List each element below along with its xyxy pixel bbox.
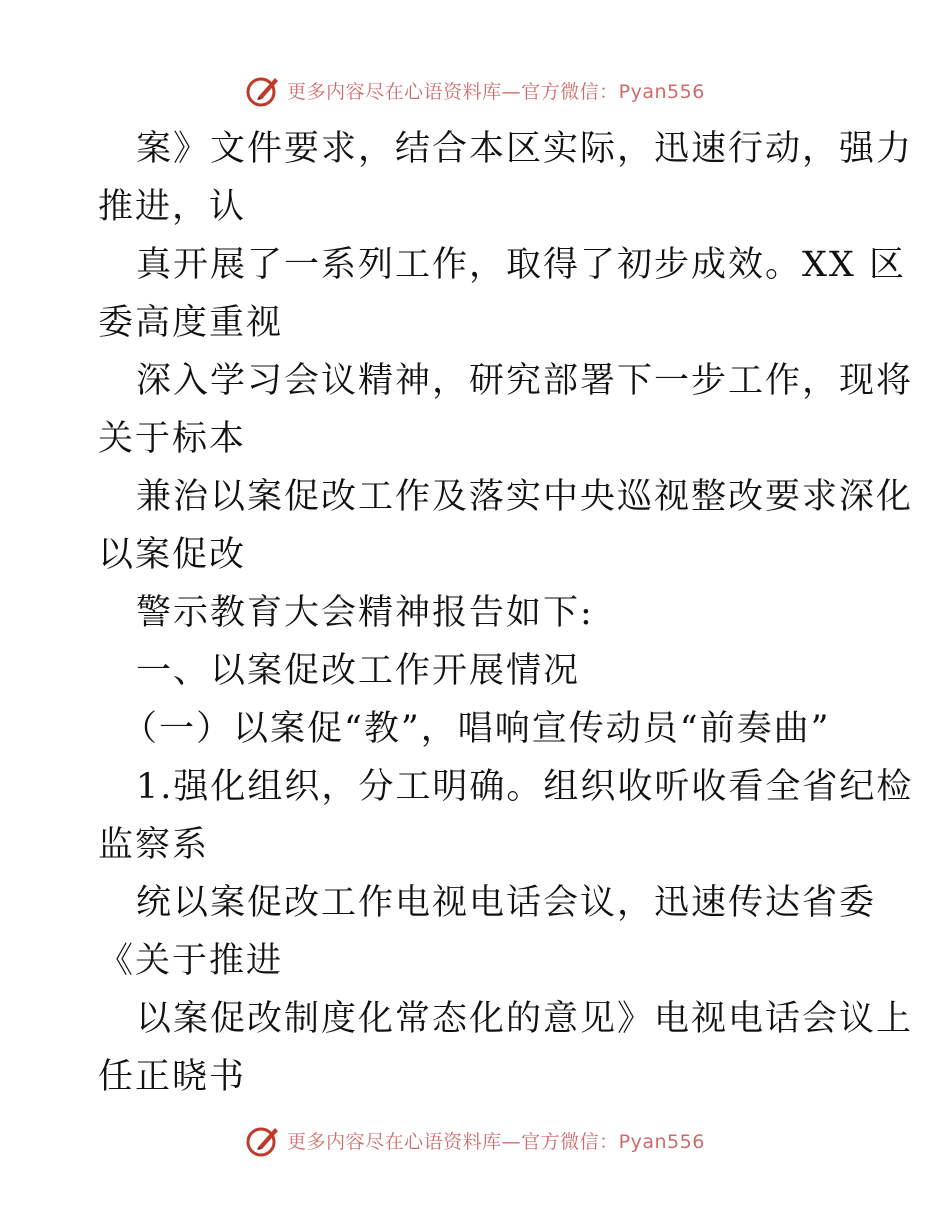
text-line: 统以案促改工作电视电话会议，迅速传达省委 (136, 883, 877, 923)
text-line: 深入学习会议精神，研究部署下一步工作，现将 (136, 361, 914, 401)
watermark-text: 更多内容尽在心语资料库—官方微信：Pyan556 (287, 80, 705, 103)
text-line: 真开展了一系列工作，取得了初步成效。XX 区 (136, 245, 906, 285)
watermark-header (0, 70, 950, 110)
document-body (98, 120, 914, 1106)
text-line: 兼治以案促改工作及落实中央巡视整改要求深化 (136, 477, 914, 517)
watermark-footer (0, 1120, 950, 1160)
text-line: 任正晓书 (98, 1057, 247, 1097)
text-line: 《关于推进 (98, 941, 284, 981)
text-line: 关于标本 (98, 419, 247, 459)
section-heading: 一、以案促改工作开展情况 (136, 651, 581, 691)
text-line: 监察系 (98, 825, 210, 865)
text-line: 以案促改 (98, 535, 247, 575)
watermark-text: 更多内容尽在心语资料库—官方微信：Pyan556 (287, 1130, 705, 1153)
subsection-heading: （一）以案促“教”，唱响宣传动员“前奏曲” (122, 709, 831, 749)
text-line: 委高度重视 (98, 303, 284, 343)
text-line: 警示教育大会精神报告如下: (136, 593, 594, 633)
text-line: 推进，认 (98, 187, 247, 227)
quill-pen-logo-icon (245, 72, 281, 108)
text-line: 案》文件要求，结合本区实际，迅速行动，强力 (136, 129, 914, 169)
text-line: 1.强化组织，分工明确。组织收听收看全省纪检 (136, 767, 914, 807)
text-line: 以案促改制度化常态化的意见》电视电话会议上 (136, 999, 914, 1039)
quill-pen-logo-icon (245, 1122, 281, 1158)
